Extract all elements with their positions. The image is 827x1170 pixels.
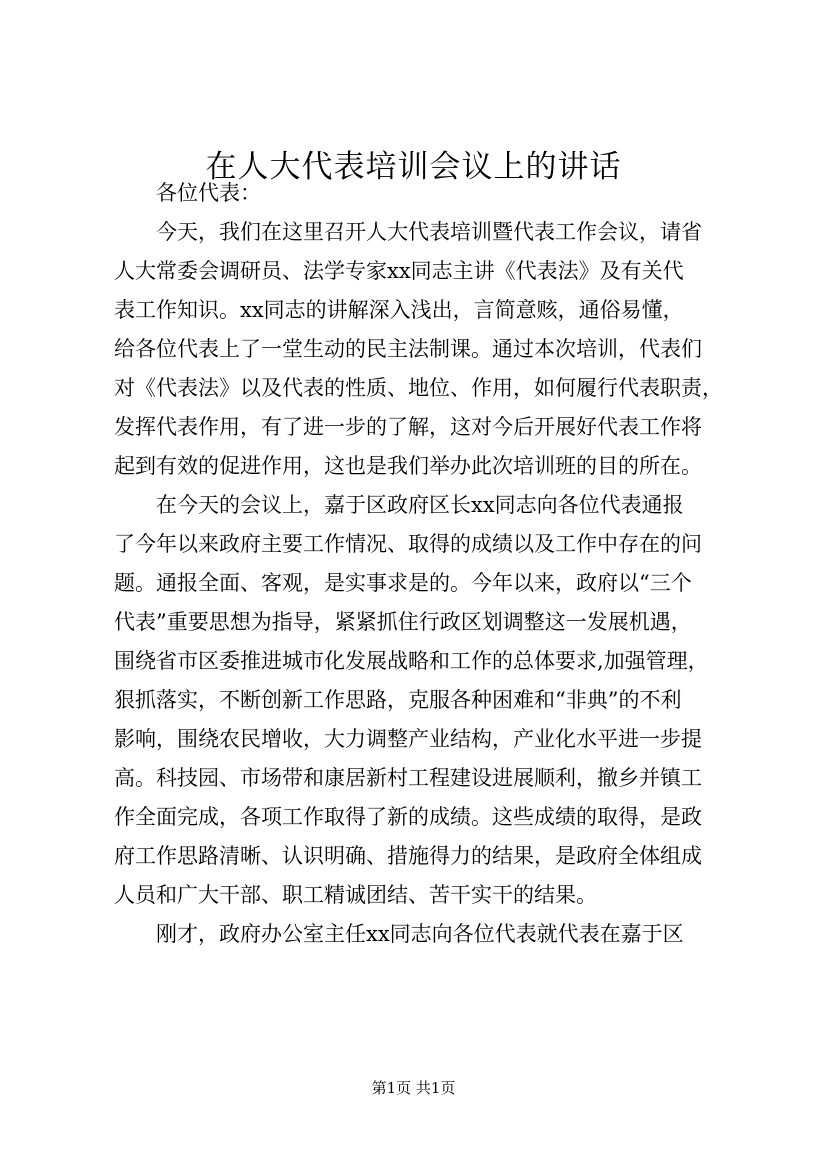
body-line: 对《代表法》以及代表的性质、地位、作用，如何履行代表职责， bbox=[114, 376, 723, 400]
body-line: 狠抓落实，不断创新工作思路，克服各种困难和“非典”的不利 bbox=[114, 688, 682, 712]
body-line: 人员和广大干部、职工精诚团结、苦干实干的结果。 bbox=[114, 883, 597, 907]
salutation-line: 各位代表： bbox=[156, 181, 261, 205]
body-line: 题。通报全面、客观，是实事求是的。今年以来，政府以“三个 bbox=[114, 571, 692, 595]
body-line: 发挥代表作用，有了进一步的了解，这对今后开展好代表工作将 bbox=[114, 415, 702, 439]
body-line: 影响，围绕农民增收，大力调整产业结构，产业化水平进一步提 bbox=[114, 727, 702, 751]
document-title: 在人大代表培训会议上的讲话 bbox=[205, 149, 622, 185]
body-line: 了今年以来政府主要工作情况、取得的成绩以及工作中存在的问 bbox=[114, 532, 702, 556]
body-line: 高。科技园、市场带和康居新村工程建设进展顺利，撤乡并镇工 bbox=[114, 766, 702, 790]
body-line: 人大常委会调研员、法学专家xx同志主讲《代表法》及有关代 bbox=[114, 259, 684, 283]
body-line: 围绕省市区委推进城市化发展战略和工作的总体要求,加强管理， bbox=[114, 649, 709, 673]
body-line: 代表”重要思想为指导，紧紧抓住行政区划调整这一发展机遇， bbox=[114, 610, 692, 634]
body-line: 作全面完成，各项工作取得了新的成绩。这些成绩的取得，是政 bbox=[114, 805, 702, 829]
body-line: 表工作知识。xx同志的讲解深入浅出，言简意赅，通俗易懂， bbox=[114, 298, 684, 322]
body-line: 起到有效的促进作用，这也是我们举办此次培训班的目的所在。 bbox=[114, 454, 702, 478]
body-line: 给各位代表上了一堂生动的民主法制课。通过本次培训，代表们 bbox=[114, 337, 702, 361]
page-footer: 第1页 共1页 bbox=[371, 1079, 456, 1097]
document-body bbox=[114, 174, 744, 954]
body-line: 在今天的会议上，嘉于区政府区长xx同志向各位代表通报 bbox=[156, 493, 684, 517]
body-line: 今天，我们在这里召开人大代表培训暨代表工作会议，请省 bbox=[156, 220, 702, 244]
body-line: 刚才，政府办公室主任xx同志向各位代表就代表在嘉于区 bbox=[156, 922, 684, 946]
body-line: 府工作思路清晰、认识明确、措施得力的结果，是政府全体组成 bbox=[114, 844, 702, 868]
